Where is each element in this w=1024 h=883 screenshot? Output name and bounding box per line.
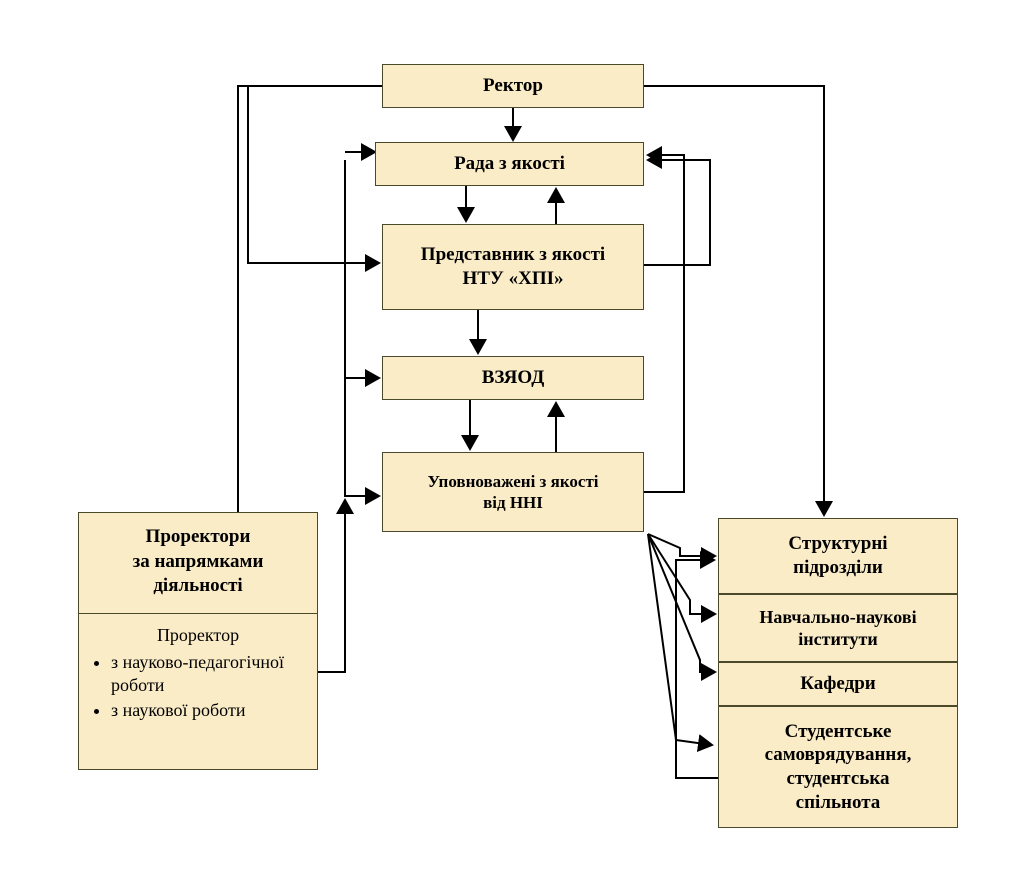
node-structural-units-line-0: Структурні — [788, 533, 888, 555]
node-rector-line-0: Ректор — [483, 75, 543, 97]
node-vice-rectors-header-line-2: діяльності — [153, 575, 243, 597]
list-item: • з наукової роботи — [111, 699, 311, 722]
node-vice-rectors-subtitle: Проректор — [156, 625, 240, 646]
node-authorized-nni — [382, 452, 644, 532]
node-student-government — [718, 706, 958, 828]
node-institutes-line-1: інститути — [798, 629, 878, 649]
node-vzyaod — [382, 356, 644, 400]
node-student-government-line-1: самоврядування, — [764, 744, 912, 766]
node-quality-representative-line-1: НТУ «ХПІ» — [462, 268, 564, 289]
node-vice-rectors-header-line-1: за напрямками — [132, 550, 264, 572]
node-vice-rectors-list — [85, 651, 311, 723]
node-quality-representative-line-0: Представник з якості — [420, 244, 606, 266]
node-institutes-line-0: Навчально-наукові — [759, 606, 917, 627]
list-item: • з науково-педагогічної роботи — [111, 651, 311, 698]
node-departments-line-0: Кафедри — [800, 673, 876, 695]
node-vice-rectors — [78, 512, 318, 770]
node-authorized-nni-line-1: від ННІ — [483, 493, 543, 512]
node-vice-rectors-header — [79, 513, 317, 614]
node-student-government-line-3: спільнота — [795, 791, 881, 813]
node-vice-rectors-body — [79, 614, 317, 731]
node-student-government-line-0: Студентське — [784, 720, 892, 742]
node-student-government-line-2: студентська — [786, 768, 890, 789]
node-departments — [718, 662, 958, 706]
node-quality-representative — [382, 224, 644, 310]
node-structural-units-line-1: підрозділи — [793, 557, 883, 578]
node-structural-units — [718, 518, 958, 594]
node-authorized-nni-line-0: Уповноважені з якості — [427, 471, 599, 491]
node-institutes — [718, 594, 958, 662]
node-rector — [382, 64, 644, 108]
node-vzyaod-line-0: ВЗЯОД — [481, 367, 545, 389]
node-quality-council — [375, 142, 644, 186]
node-vice-rectors-header-line-0: Проректори — [145, 526, 251, 547]
node-quality-council-line-0: Рада з якості — [454, 153, 565, 175]
